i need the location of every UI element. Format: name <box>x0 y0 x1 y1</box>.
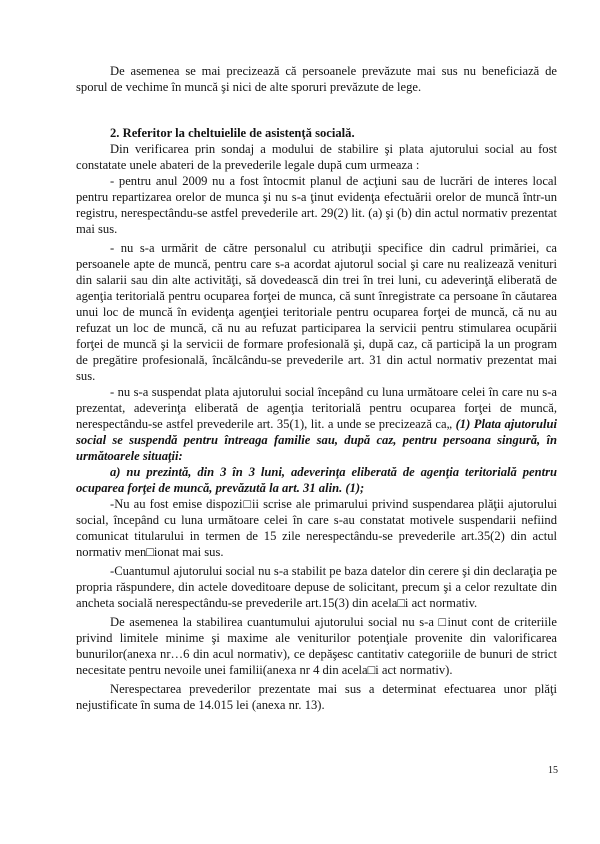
paragraph-no-bonus: De asemenea se mai precizează că persoanele prevăzute mai sus nu beneficiază de sporul de vechime în muncă şi nici de alte sporuri prevăzute de lege. <box>76 64 557 94</box>
section-heading-social-assistance: 2. Referitor la cheltuielile de asistenţă socială. <box>110 126 355 140</box>
paragraph-action-plan: - pentru anul 2009 nu a fost întocmit planul de acţiuni sau de lucrări de interes local pentru repartizarea orelor de munca şi nu s-a ţinut evidenţa efectuării orelor de muncă într-un registru, nerespectându-se astfel prevederile art. 29(2) lit. (a) şi (b) din actul normativ prezentat mai sus. <box>76 174 557 236</box>
paragraph-employment-certificate: - nu s-a urmărit de către personalul cu atribuţii specifice din cadrul primăriei, ca persoanele apte de muncă, pentru care s-a acordat ajutorul social şi care nu realizează venituri din salarii sau din alte activităţi, să dovedească din trei în trei luni, cu adeverinţă eliberată de agenţia teritorială pentru ocuparea forţei de munca, că sunt înregistrate ca persoane în căutarea unui loc de muncă în evidenţa agenţiei teritoriale pentru ocuparea forţei de muncă, că nu au refuzat un loc de muncă, că nu au refuzat participarea la servicii pentru stimularea ocupării forţei de muncă şi la servicii de formare profesională şi, după caz, că participă la un program de pregătire profesională, încălcându-se prevederile art. 31 din actul normativ prezentat mai sus. <box>76 241 557 383</box>
paragraph-amount-calculation: -Cuantumul ajutorului social nu s-a stabilit pe baza datelor din cerere şi din declaraţia pe propria răspundere, din actele doveditoare depuse de solicitant, precum şi a celor rezultate din ancheta socială nerespectându-se prevederile art.15(3) din acela□i act normativ. <box>76 564 557 610</box>
paragraph-no-dispositions: -Nu au fost emise dispozi□ii scrise ale primarului privind suspendarea plăţii ajutorului social, începând cu luna următoare celei în care s-au constatat motivele suspendarii nefiind comunicat titularului in termen de 15 zile nerespectându-se prevederile art.35(2) din actul normativ men□ionat mai sus. <box>76 497 557 559</box>
document-body <box>76 63 557 713</box>
paragraph-suspension-text: - nu s-a suspendat plata ajutorului social începând cu luna următoare celei în care nu s-a prezentat, adeverinţa eliberată de agenţia teritorială pentru ocuparea forţei de muncă, nerespectându-se astfel prevederile art. 35(1), lit. a unde se precizează ca„ <box>76 385 557 431</box>
paragraph-verification-intro: Din verificarea prin sondaj a modului de stabilire şi plata ajutorului social au fost constatate unele abateri de la prevederile legale după cum urmeaza : <box>76 142 557 172</box>
quoted-law-suspension: (1) Plata ajutorului social se suspendă pentru întreaga familie sau, după caz, pentru persoana singură, în următoarele situaţii: <box>76 417 557 463</box>
paragraph-income-criteria: De asemenea la stabilirea cuantumului ajutorului social nu s-a □inut cont de criteriile privind limitele minime şi maxime ale veniturilor potenţiale provenite din valorificarea bunurilor(anexa nr…6 din acul normativ), ce depăşesc cantitativ categoriile de bunuri de strict necesitate pentru nevoile unei familii(anexa nr 4 din acela□i act normativ). <box>76 615 557 677</box>
page-number: 15 <box>548 765 558 776</box>
paragraph-unjustified-payments: Nerespectarea prevederilor prezentate mai sus a determinat efectuarea unor plăţi nejustificate în suma de 14.015 lei (anexa nr. 13). <box>76 682 557 712</box>
paragraph-suspension <box>76 384 557 464</box>
quoted-law-point-a: a) nu prezintă, din 3 în 3 luni, adeverinţa eliberată de agenţia teritorială pentru ocuparea forţei de muncă, prevăzută la art. 31 alin. (1); <box>76 465 557 495</box>
